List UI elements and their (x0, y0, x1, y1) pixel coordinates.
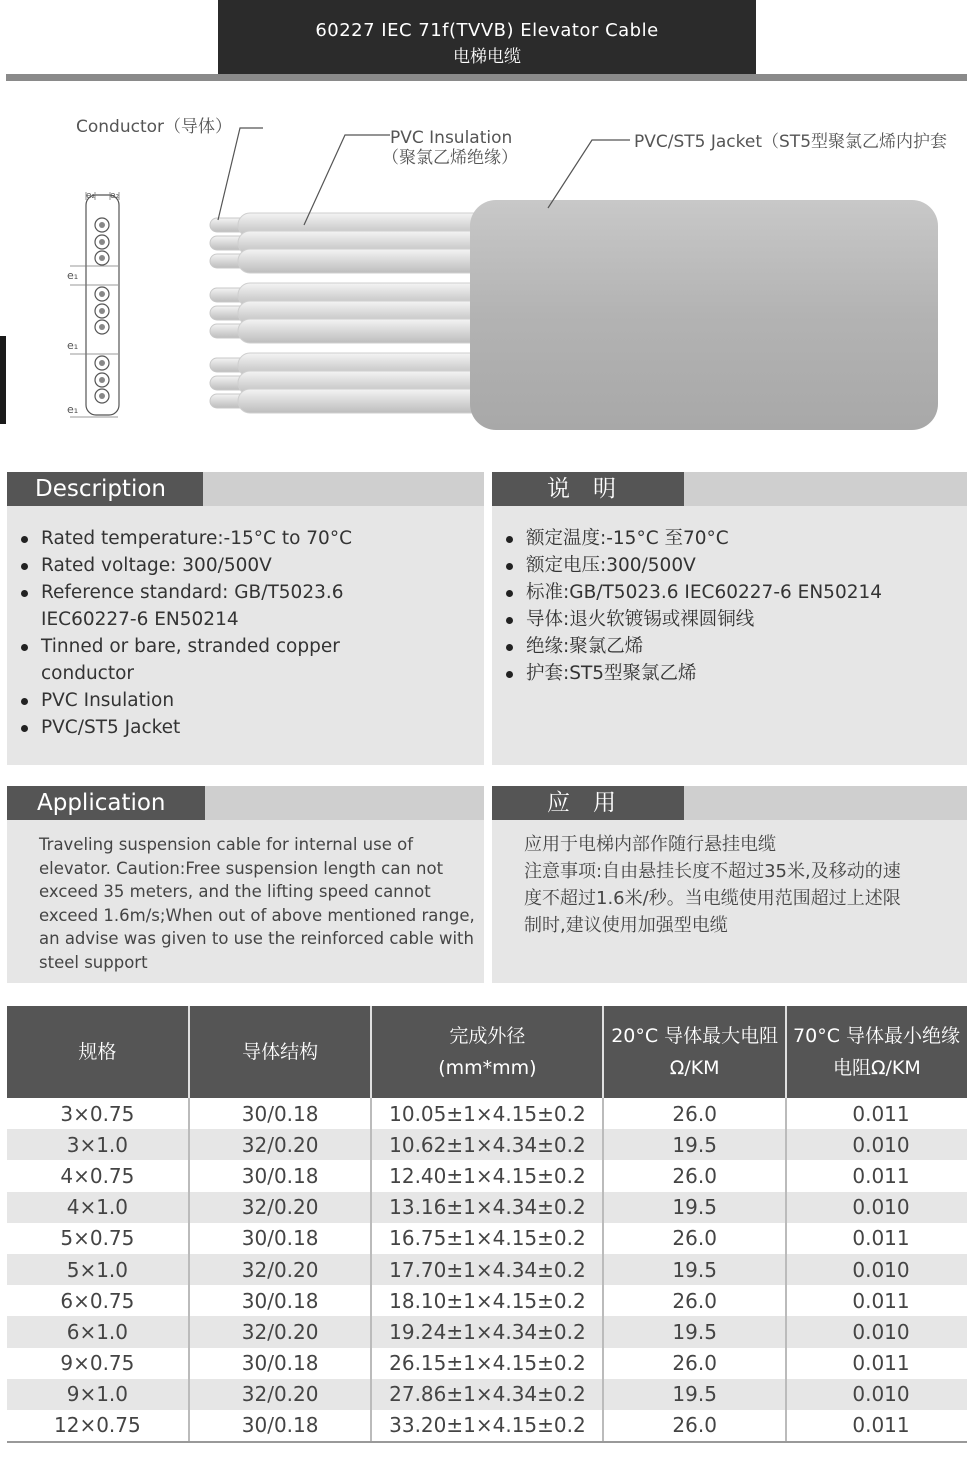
table-cell: 9×0.75 (7, 1348, 189, 1379)
wires (210, 213, 498, 413)
description-list-en (21, 525, 461, 741)
table-cell: 32/0.20 (189, 1129, 372, 1160)
application-line: 制时,建议使用加强型电缆 (524, 915, 728, 936)
conductor-label: Conductor（导体） (76, 117, 233, 137)
description-title-bar-en (203, 472, 484, 506)
table-row (7, 1410, 967, 1442)
list-item: Tinned or bare, stranded copper conductor (21, 633, 341, 687)
table-cell: 12.40±1×4.15±0.2 (371, 1160, 603, 1191)
table-cell: 17.70±1×4.34±0.2 (371, 1254, 603, 1285)
table-cell: 12×0.75 (7, 1410, 189, 1442)
table-cell: 19.5 (603, 1129, 786, 1160)
table-row (7, 1223, 967, 1254)
dim-label-e1b: e₁ (67, 339, 79, 352)
header-title-en: 60227 IEC 71f(TVVB) Elevator Cable (315, 20, 659, 41)
table-cell: 26.0 (603, 1098, 786, 1129)
header-conductor-structure: 导体结构 (189, 1006, 372, 1098)
table-cell: 0.011 (786, 1410, 967, 1442)
table-cell: 26.0 (603, 1223, 786, 1254)
table-row (7, 1129, 967, 1160)
application-panel-zh (492, 786, 967, 983)
list-item: PVC Insulation (21, 687, 461, 714)
table-cell: 0.010 (786, 1129, 967, 1160)
table-row (7, 1379, 967, 1410)
table-cell: 3×1.0 (7, 1129, 189, 1160)
table-cell: 26.0 (603, 1410, 786, 1442)
table-row (7, 1192, 967, 1223)
header-outer-diameter: 完成外径 (mm*mm) (371, 1006, 603, 1098)
list-item: Rated voltage: 300/500V (21, 552, 461, 579)
table-cell: 19.5 (603, 1316, 786, 1347)
spec-table (7, 1006, 967, 1443)
table-cell: 30/0.18 (189, 1223, 372, 1254)
table-cell: 0.011 (786, 1285, 967, 1316)
dim-label-e2a: e₂ (86, 191, 96, 201)
table-cell: 0.010 (786, 1379, 967, 1410)
list-item: Rated temperature:-15°C to 70°C (21, 525, 461, 552)
cable-illustration (0, 80, 967, 470)
table-cell: 4×0.75 (7, 1160, 189, 1191)
table-cell: 19.5 (603, 1254, 786, 1285)
jacket-body (470, 200, 938, 430)
description-panel-zh (492, 472, 967, 765)
table-cell: 30/0.18 (189, 1348, 372, 1379)
description-list-zh (506, 525, 956, 687)
table-cell: 5×1.0 (7, 1254, 189, 1285)
table-cell: 0.011 (786, 1223, 967, 1254)
description-title-zh: 说 明 (492, 472, 684, 506)
table-cell: 26.0 (603, 1348, 786, 1379)
table-cell: 0.010 (786, 1192, 967, 1223)
dim-label-e1c: e₁ (67, 403, 79, 416)
table-cell: 32/0.20 (189, 1254, 372, 1285)
table-cell: 30/0.18 (189, 1098, 372, 1129)
application-text-en: Traveling suspension cable for internal use of elevator. Caution:Free suspension length can not exceed 35 meters, and the lifting speed cannot exceed 1.6m/s;When out of above mentioned range, an advise was given to use the reinforced cable with steel support (39, 835, 475, 972)
table-cell: 30/0.18 (189, 1285, 372, 1316)
table-row (7, 1285, 967, 1316)
table-cell: 26.0 (603, 1160, 786, 1191)
dim-label-e2b: e₂ (110, 191, 120, 201)
description-panel-en (7, 472, 484, 765)
application-text-zh (524, 831, 964, 939)
header-min-insulation: 70°C 导体最小绝缘 电阻Ω/KM (786, 1006, 967, 1098)
list-item: PVC/ST5 Jacket (21, 714, 461, 741)
table-cell: 16.75±1×4.15±0.2 (371, 1223, 603, 1254)
table-row (7, 1254, 967, 1285)
application-line: 注意事项:自由悬挂长度不超过35米,及移动的速 (524, 861, 901, 882)
table-cell: 6×1.0 (7, 1316, 189, 1347)
table-cell: 33.20±1×4.15±0.2 (371, 1410, 603, 1442)
table-cell: 0.011 (786, 1098, 967, 1129)
table-cell: 30/0.18 (189, 1410, 372, 1442)
list-item: 绝缘:聚氯乙烯 (506, 633, 956, 660)
table-cell: 26.15±1×4.15±0.2 (371, 1348, 603, 1379)
description-title-en: Description (7, 472, 203, 506)
header-max-resistance: 20°C 导体最大电阻 Ω/KM (603, 1006, 786, 1098)
dim-label-e1a: e₁ (67, 269, 79, 282)
header-spec: 规格 (7, 1006, 189, 1098)
page-header (218, 0, 756, 74)
header-title-zh: 电梯电缆 (453, 47, 521, 67)
table-cell: 10.05±1×4.15±0.2 (371, 1098, 603, 1129)
table-cell: 0.011 (786, 1348, 967, 1379)
insulation-label-zh: （聚氯乙烯绝缘） (382, 148, 518, 168)
application-line: 度不超过1.6米/秒。当电缆使用范围超过上述限 (524, 888, 901, 909)
description-title-bar-zh (684, 472, 967, 506)
table-cell: 0.010 (786, 1254, 967, 1285)
insulation-label-en: PVC Insulation (390, 128, 513, 148)
list-item: 导体:退火软镀锡或裸圆铜线 (506, 606, 956, 633)
table-header-row (7, 1006, 967, 1098)
application-panel-en (7, 786, 484, 983)
table-row (7, 1098, 967, 1129)
table-cell: 32/0.20 (189, 1316, 372, 1347)
list-item: 额定电压:300/500V (506, 552, 956, 579)
application-line: 应用于电梯内部作随行悬挂电缆 (524, 834, 776, 855)
spec-table-body (7, 1098, 967, 1442)
table-cell: 0.011 (786, 1160, 967, 1191)
table-cell: 10.62±1×4.34±0.2 (371, 1129, 603, 1160)
table-cell: 19.5 (603, 1192, 786, 1223)
table-row (7, 1348, 967, 1379)
jacket-label: PVC/ST5 Jacket（ST5型聚氯乙烯内护套 (634, 132, 948, 152)
table-cell: 26.0 (603, 1285, 786, 1316)
table-cell: 18.10±1×4.15±0.2 (371, 1285, 603, 1316)
table-cell: 27.86±1×4.34±0.2 (371, 1379, 603, 1410)
table-cell: 30/0.18 (189, 1160, 372, 1191)
table-cell: 9×1.0 (7, 1379, 189, 1410)
table-cell: 0.010 (786, 1316, 967, 1347)
application-title-bar-en (205, 786, 484, 820)
list-item: 标准:GB/T5023.6 IEC60227-6 EN50214 (506, 579, 956, 606)
application-title-en: Application (7, 786, 205, 820)
table-cell: 19.5 (603, 1379, 786, 1410)
list-item: 护套:ST5型聚氯乙烯 (506, 660, 956, 687)
application-title-zh: 应 用 (492, 786, 684, 820)
table-row (7, 1316, 967, 1347)
table-cell: 32/0.20 (189, 1379, 372, 1410)
application-title-bar-zh (684, 786, 967, 820)
table-cell: 4×1.0 (7, 1192, 189, 1223)
table-cell: 13.16±1×4.34±0.2 (371, 1192, 603, 1223)
table-cell: 3×0.75 (7, 1098, 189, 1129)
table-cell: 19.24±1×4.34±0.2 (371, 1316, 603, 1347)
table-cell: 6×0.75 (7, 1285, 189, 1316)
list-item: Reference standard: GB/T5023.6 IEC60227-6 EN50214 (21, 579, 421, 633)
table-row (7, 1160, 967, 1191)
list-item: 额定温度:-15°C 至70°C (506, 525, 956, 552)
cross-section (70, 192, 119, 417)
table-cell: 32/0.20 (189, 1192, 372, 1223)
table-cell: 5×0.75 (7, 1223, 189, 1254)
